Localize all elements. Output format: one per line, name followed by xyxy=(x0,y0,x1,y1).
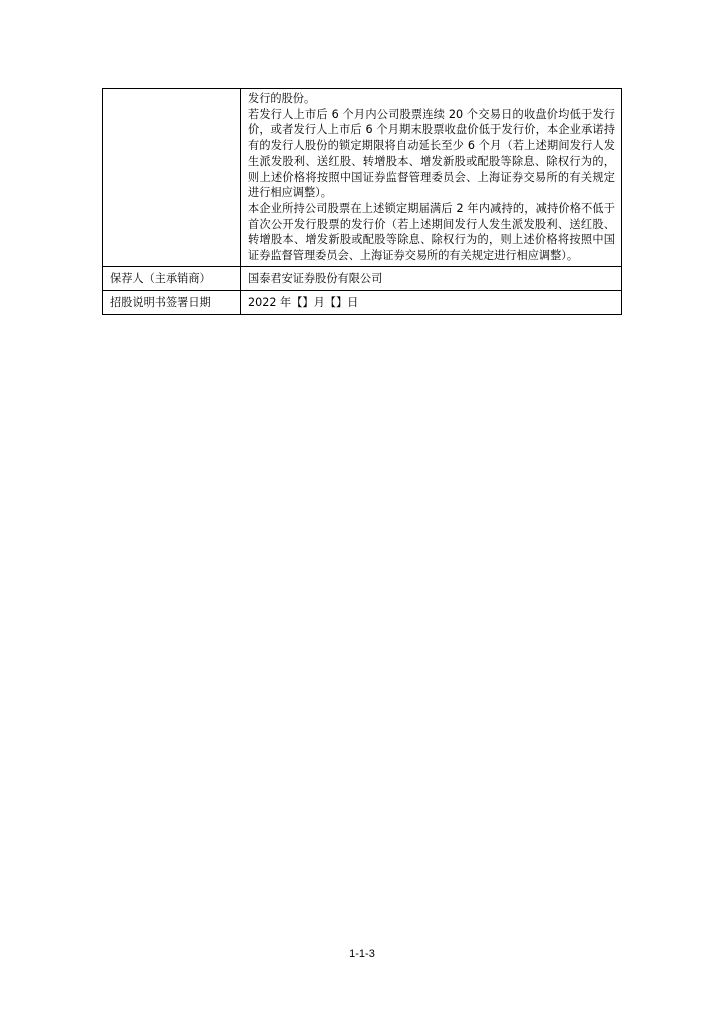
page-number: 1-1-3 xyxy=(349,948,375,960)
table-row xyxy=(103,266,622,290)
commitment-paragraph: 发行的股份。 xyxy=(248,92,316,105)
commitment-paragraph: 若发行人上市后 6 个月内公司股票连续 20 个交易日的收盘价均低于发行价，或者发行人上市后 6 个月期末股票收盘价低于发行价，本企业承诺持有的发行人股份的锁定期限将自动延长至少 6 个月（若上述期间发行人发生派发股利、送红股、转增股本、增发新股或配股等除息、除权行为的，则上述价格将按照中国证券监督管理委员会、上海证券交易所的有关规定进行相应调整）。 xyxy=(248,107,615,200)
signing-date-label: 招股说明书签署日期 xyxy=(103,290,241,314)
table-row xyxy=(103,89,622,267)
sponsor-value: 国泰君安证券股份有限公司 xyxy=(241,266,622,290)
commitment-paragraph: 本企业所持公司股票在上述锁定期届满后 2 年内减持的，减持价格不低于首次公开发行股票的发行价（若上述期间发行人发生派发股利、送红股、转增股本、增发新股或配股等除息、除权行为的，则上述价格将按照中国证券监督管理委员会、上海证券交易所的有关规定进行相应调整）。 xyxy=(248,201,615,263)
table-row xyxy=(103,290,622,314)
table-label-cell-empty xyxy=(103,89,241,267)
lockup-commitment-cell xyxy=(241,89,622,267)
signing-date-value: 2022 年【】月【】日 xyxy=(241,290,622,314)
prospectus-info-table xyxy=(102,88,622,315)
sponsor-label: 保荐人（主承销商） xyxy=(103,266,241,290)
